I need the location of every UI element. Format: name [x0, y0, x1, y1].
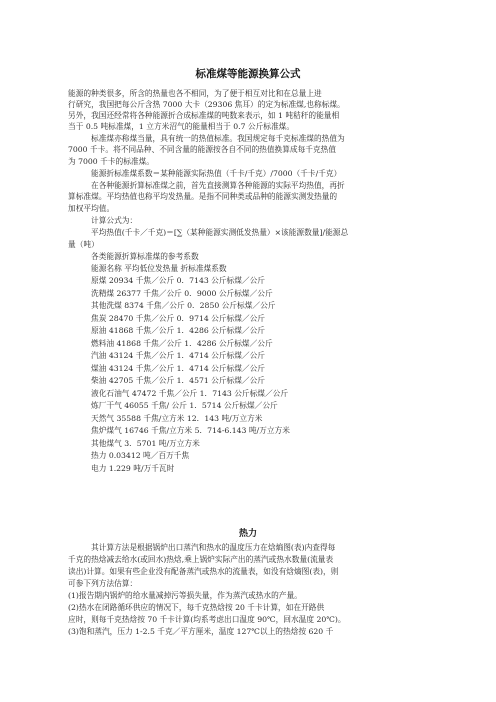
section-line: (1)报告期内锅炉的给水量减掉污等损失量，作为蒸汽或热水的产量。 [68, 591, 302, 600]
document-title: 标准煤等能源换算公式 [195, 68, 301, 80]
intro-line: 另外，我国还经常将各种能源折合成标准煤的吨数来表示，如 1 吨秸秆的能量相 [68, 111, 340, 120]
intro-line: 在各种能源折算标准煤之前，首先直接测算各种能源的实际平均热值，再折 [91, 181, 345, 190]
intro-line: 能源折标准煤系数＝某种能源实际热值（千卡/千克）/7000（千卡/千克） [91, 169, 342, 178]
intro-line: 行研究，我国把每公斤含热 7000 大卡（29306 焦耳）的定为标准煤,也称标煤。 [68, 100, 345, 109]
section-line: 可参下列方法估算： [68, 579, 138, 588]
table-row: 原油 41868 千焦／公斤 1．4286 公斤标煤／公斤 [91, 326, 265, 335]
section-line: 读出)计算。如果有些企业没有配备蒸汽或热水的流量表，如没有焓熵图(表)，则 [68, 567, 339, 576]
section-title: 热力 [238, 529, 257, 539]
intro-line: 标准煤亦称煤当量，具有统一的热值标准。我国规定每千克标准煤的热值为 [91, 134, 345, 143]
intro-line: 7000 千卡。将不同品种、不同含量的能源按各自不同的热值换算成每千克热值 [68, 145, 337, 154]
section-line: 应时，则每千克热焓按 70 千卡计算(均系考虑出口温度 90℃，回水温度 20℃)。 [68, 615, 346, 624]
table-row: 液化石油气 47472 千焦／公斤 1．7143 公斤标煤／公斤 [91, 389, 289, 398]
intro-line: 计算公式为： [91, 216, 138, 225]
table-header: 能源名称 平均低位发热量 折标准煤系数 [91, 264, 227, 273]
intro-line: 平均热值(千卡／千克)＝[∑（某种能源实测低发热量）×该能源数量]/能源总 [91, 228, 349, 237]
intro-line: 算标准煤。平均热值也称平均发热量。是指不同种类或品种的能源实测发热量的 [68, 192, 338, 201]
table-row: 燃料油 41868 千焦／公斤 1．4286 公斤标煤／公斤 [91, 339, 273, 348]
table-row: 炼厂干气 46055 千焦/ 公斤 1．5714 公斤标煤／公斤 [91, 401, 278, 410]
table-row: 焦炉煤气 16746 千焦/立方米 5．714-6.143 吨/万立方米 [91, 426, 290, 435]
intro-line: 为 7000 千卡的标准煤。 [68, 157, 154, 166]
table-row: 煤油 43124 千焦／公斤 1．4714 公斤标煤／公斤 [91, 364, 265, 373]
intro-line: 量（吨） [68, 240, 99, 249]
table-row: 热力 0.03412 吨／百万千焦 [91, 451, 190, 460]
table-caption: 各类能源折算标准煤的参考系数 [91, 252, 199, 261]
section-line: 其计算方法是根据锅炉出口蒸汽和热水的温度压力在焓熵图(表)内查得每 [91, 543, 336, 552]
intro-line: 加权平均值。 [68, 204, 115, 213]
table-row: 焦炭 28470 千焦／公斤 0．9714 公斤标煤／公斤 [91, 314, 265, 323]
table-row: 洗精煤 26377 千焦／公斤 0．9000 公斤标煤／公斤 [91, 289, 273, 298]
intro-line: 当于 0.5 吨标准煤，1 立方米沼气的能量相当于 0.7 公斤标准煤。 [68, 122, 295, 131]
section-line: 千克的热焓减去给水(或回水)热焓,乘上锅炉实际产出的蒸汽或热水数量(流量表 [68, 555, 334, 564]
table-row: 其他洗煤 8374 千焦／公斤 0．2850 公斤标煤／公斤 [91, 301, 276, 310]
section-line: (3)饱和蒸汽，压力 1-2.5 千克／平方厘米，温度 127℃以上的热焓按 620 千 [68, 627, 334, 636]
table-row: 天然气 35588 千焦/立方米 12．143 吨/万立方米 [91, 414, 263, 423]
intro-line: 能源的种类很多，所含的热量也各不相同，为了便于相互对比和在总量上进 [68, 89, 322, 98]
table-row: 原煤 20934 千焦／公斤 0．7143 公斤标煤／公斤 [91, 276, 265, 285]
section-line: (2)热水在闭路循环供应的情况下，每千克热焓按 20 千卡计算，如在开路供 [68, 603, 325, 612]
table-row: 其他煤气 3．5701 吨/万立方米 [91, 439, 200, 448]
table-row: 电力 1.229 吨/万千瓦时 [91, 464, 175, 473]
table-row: 柴油 42705 千焦／公斤 1．4571 公斤标煤／公斤 [91, 376, 265, 385]
table-row: 汽油 43124 千焦／公斤 1．4714 公斤标煤／公斤 [91, 351, 265, 360]
